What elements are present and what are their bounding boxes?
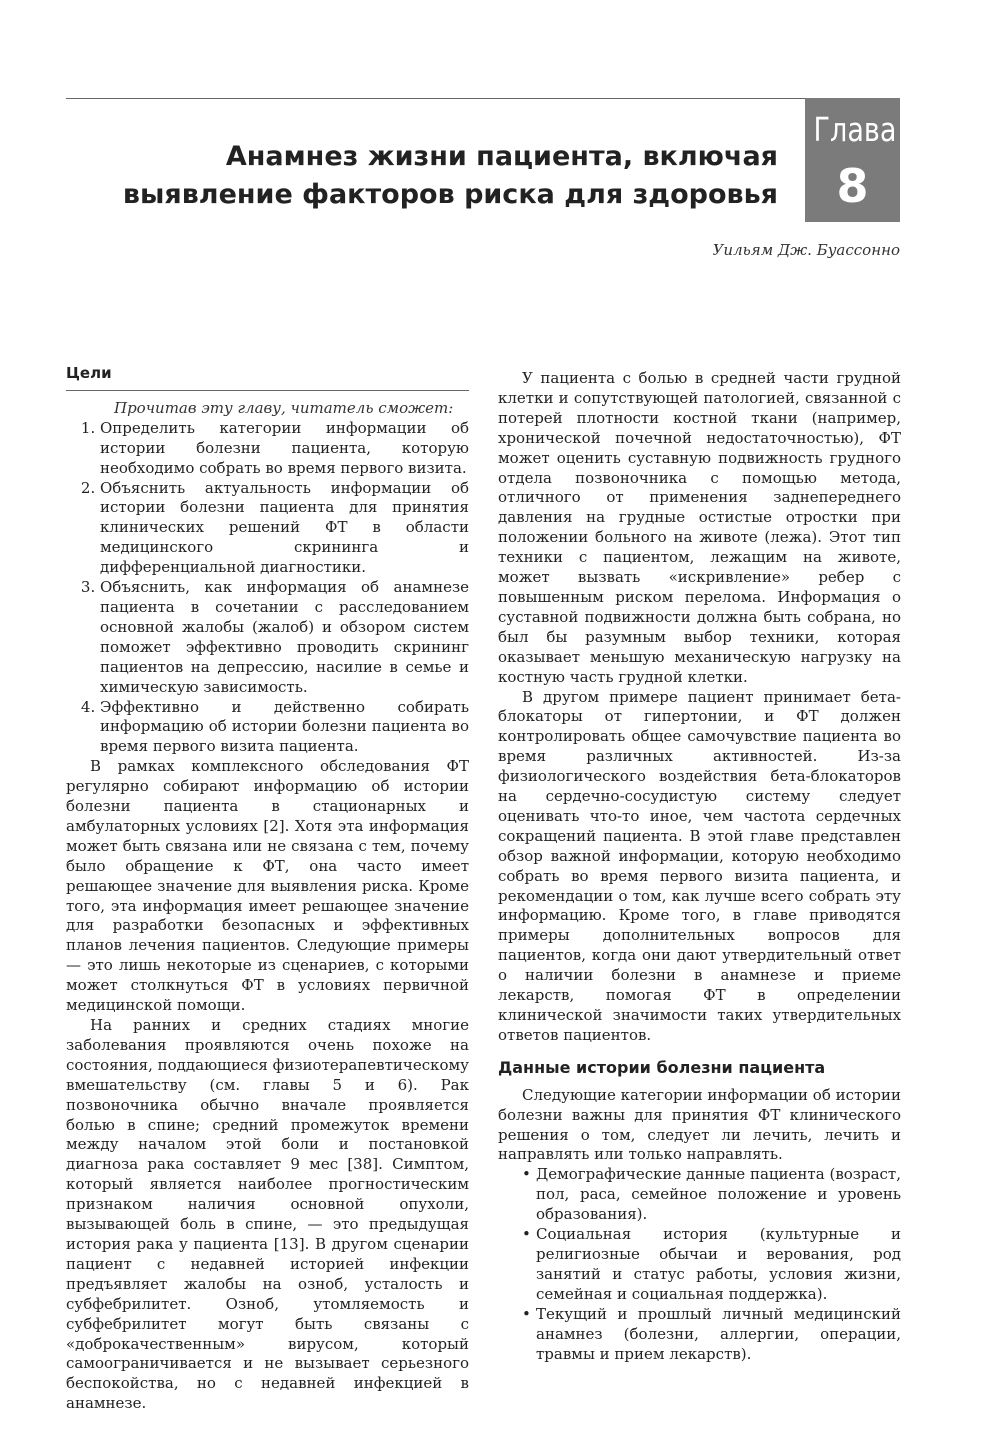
chapter-badge [805,98,900,222]
list-item-text: Демографические данные пациента (возраст, пол, раса, семейное положение и уровень образования). [536,1165,901,1224]
chapter-number: 8 [836,159,869,213]
section-heading: Данные истории болезни пациента [498,1057,826,1077]
chapter-title [78,138,778,214]
goal-item: 2. Объяснить актуальность информации об истории болезни пациента для принятия клинических решений ФТ в области медицинского скрининга и дифференциальной диагностики. [100,479,469,579]
body-paragraph: У пациента с болью в средней части грудной клетки и сопутствующей патологией, связанной с потерей плотности костной ткани (например, хронической почечной недостаточностью), ФТ может оценить суставную подвижность грудного отдела позвоночника с помощью метода, отличного от применения заднепереднего давления на грудные остистые отростки при положении больного на животе (лежа). Этот тип техники с пациентом, лежащим на животе, может вызвать «искривление» ребер с повышенным риском перелома. Информация о суставной подвижности должна быть собрана, но был бы разумным выбор техники, которая оказывает меньшую механическую нагрузку на костную часть грудной клетки. [498,369,901,686]
list-item [522,1304,901,1365]
top-rule [66,98,900,99]
chapter-title-line-1: Анамнез жизни пациента, включая [225,141,778,172]
list-item-text: Социальная история (культурные и религиозные обычаи и верования, род занятий и статус работы, условия жизни, семейная и социальная поддержка). [536,1225,901,1303]
goals-list [66,419,469,757]
bullet-icon: • [522,1225,531,1244]
bullet-icon: • [522,1304,531,1323]
list-item [522,1225,901,1305]
body-paragraph: На ранних и средних стадиях многие заболевания проявляются очень похоже на состояния, поддающиеся физиотерапевтическому вмешательству (см. главы 5 и 6). Рак позвоночника обычно вначале проявляется болью в спине; средний промежуток времени между началом этой боли и постановкой диагноза рака составляет 9 мес [38]. Симптом, который является наиболее прогностическим признаком наличия основной опухоли, вызывающей боль в спине, — это предыдущая история рака у пациента [13]. В другом сценарии пациент с недавней историей инфекции предъявляет жалобы на озноб, усталость и субфебрилитет. Озноб, утомляемость и субфебрилитет могут быть связаны с «доброкачественным» вирусом, который самоограничивается и не вызывает серьезного беспокойства, но с недавней инфекцией в анамнезе. [66,1016,469,1413]
goal-item: 3. Объяснить, как информация об анамнезе пациента в сочетании с расследованием основной жалобы (жалоб) и обзором систем поможет эффективно проводить скрининг пациентов на депрессию, насилие в семье и химическую зависимость. [100,578,469,697]
goals-heading: Цели [66,364,469,391]
section-paragraph: Следующие категории информации об истории болезни важны для принятия ФТ клинического решения о том, следует ли лечить, лечить и направлять или только направлять. [498,1085,901,1164]
author: Уильям Дж. Буассонно [712,241,900,259]
goal-item: 4. Эффективно и действенно собирать информацию об истории болезни пациента во время первого визита пациента. [100,698,469,758]
bullet-icon: • [522,1165,531,1184]
history-categories-list [498,1165,901,1364]
chapter-title-line-2: выявление факторов риска для здоровья [122,179,778,210]
right-column [498,369,901,1364]
body-paragraph: В другом примере пациент принимает бета-блокаторы от гипертонии, и ФТ должен контролировать общее самочувствие пациента во время различных активностей. Из-за физиологического воздействия бета-блокаторов на сердечно-сосудистую систему следует оценивать что-то иное, чем частота сердечных сокращений пациента. В этой главе представлен обзор важной информации, которую необходимо собрать во время первого визита пациента, и рекомендации о том, как лучше всего собрать эту информацию. Кроме того, в главе приводятся примеры дополнительных вопросов для пациентов, когда они дают утвердительный ответ о наличии болезни в анамнезе и приеме лекарств, помогая ФТ в определении клинической значимости таких утвердительных ответов пациентов. [498,687,901,1044]
left-column [66,364,469,1414]
list-item [522,1165,901,1225]
body-paragraph: В рамках комплексного обследования ФТ регулярно собирают информацию об истории болезни пациента в стационарных и амбулаторных условиях [2]. Хотя эта информация может быть связана или не связана с тем, почему было обращение к ФТ, она часто имеет решающее значение для выявления риска. Кроме того, эта информация имеет решающее значение для разработки безопасных и эффективных планов лечения пациентов. Следующие примеры — это лишь некоторые из сценариев, с которыми может столкнуться ФТ в условиях первичной медицинской помощи. [66,757,469,1015]
chapter-label: Глава [813,110,897,149]
goal-item: 1. Определить категории информации об истории болезни пациента, которую необходимо собрать во время первого визита. [100,419,469,479]
goals-intro: Прочитав эту главу, читатель сможет: [114,398,454,417]
list-item-text: Текущий и прошлый личный медицинский анамнез (болезни, аллергии, операции, травмы и прием лекарств). [536,1304,901,1363]
